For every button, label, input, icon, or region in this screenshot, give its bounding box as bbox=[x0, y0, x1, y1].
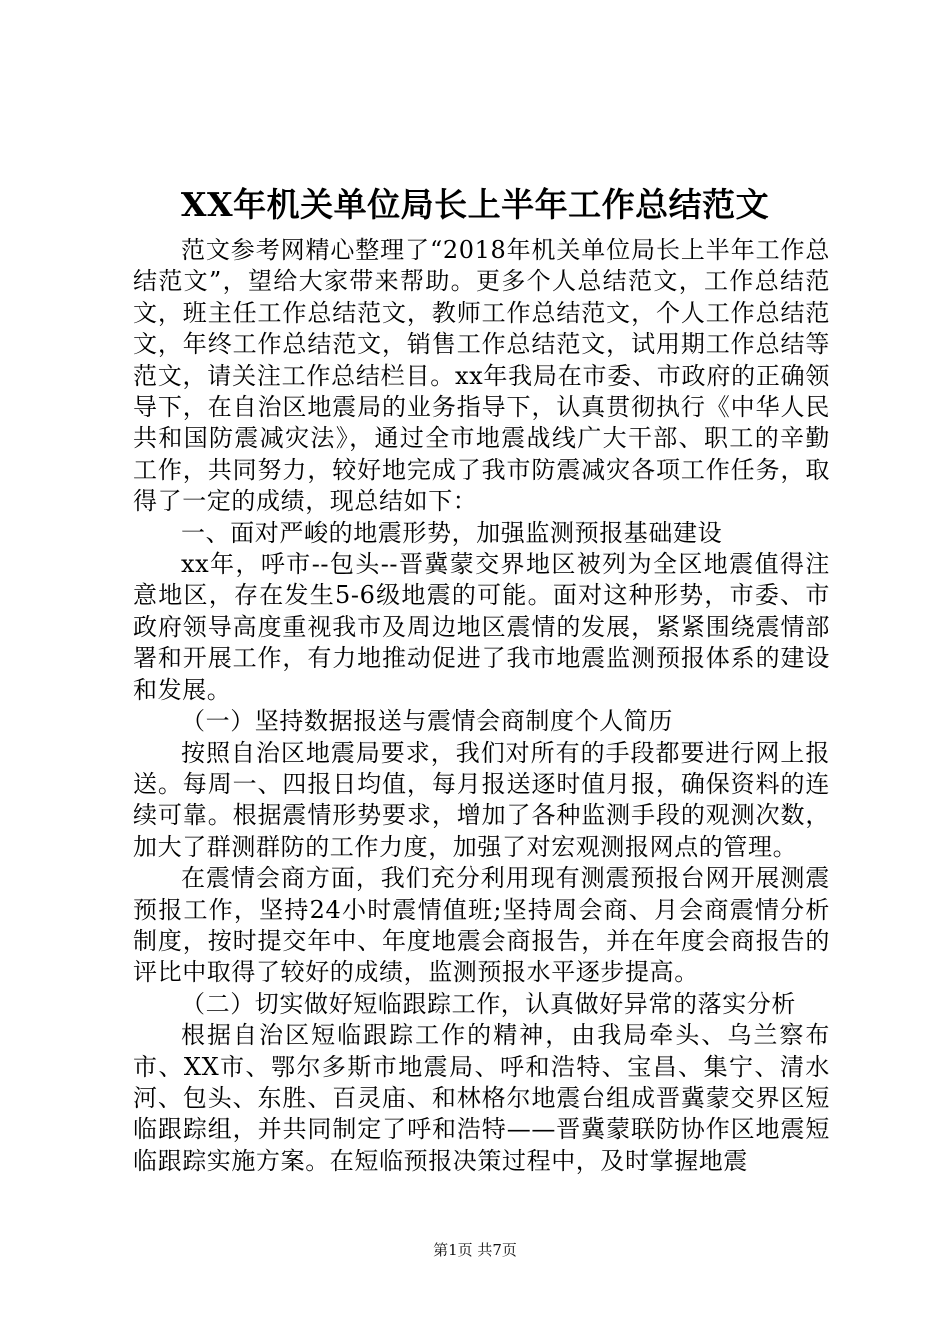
intro-paragraph: 范文参考网精心整理了“2018年机关单位局长上半年工作总结范文”，望给大家带来帮助。更多个人总结范文，工作总结范文，班主任工作总结范文，教师工作总结范文，个人工作总结范文，年终工作总结范文，销售工作总结范文，试用期工作总结等范文，请关注工作总结栏目。xx年我局在市委、市政府的正确领导下，在自治区地震局的业务指导下，认真贯彻执行《中华人民共和国防震减灾法》，通过全市地震战线广大干部、职工的辛勤工作，共同努力，较好地完成了我市防震减灾各项工作任务，取得了一定的成绩，现总结如下： bbox=[133, 236, 830, 516]
section-1-paragraph: xx年，呼市--包头--晋冀蒙交界地区被列为全区地震值得注意地区，存在发生5-6级地震的可能。面对这种形势，市委、市政府领导高度重视我市及周边地区震情的发展，紧紧围绕震情部署和开展工作，有力地推动促进了我市地震监测预报体系的建设和发展。 bbox=[133, 550, 830, 704]
page-number-footer: 第1页 共7页 bbox=[433, 1241, 517, 1259]
section-heading-1: 一、面对严峻的地震形势，加强监测预报基础建设 bbox=[181, 518, 723, 547]
subsection-heading-1: （一）坚持数据报送与震情会商制度个人简历 bbox=[181, 707, 673, 736]
document-title: XX年机关单位局长上半年工作总结范文 bbox=[180, 185, 770, 224]
subsection-2-paragraph: 根据自治区短临跟踪工作的精神，由我局牵头、乌兰察布市、XX市、鄂尔多斯市地震局、呼和浩特、宝昌、集宁、清水河、包头、东胜、百灵庙、和林格尔地震台组成晋冀蒙交界区短临跟踪组，并共同制定了呼和浩特——晋冀蒙联防协作区地震短临跟踪实施方案。在短临预报决策过程中，及时掌握地震 bbox=[133, 1021, 830, 1175]
document-body bbox=[133, 235, 830, 1177]
subsection-1-paragraph-1: 按照自治区地震局要求，我们对所有的手段都要进行网上报送。每周一、四报日均值，每月报送逐时值月报，确保资料的连续可靠。根据震情形势要求，增加了各种监测手段的观测次数，加大了群测群防的工作力度，加强了对宏观测报网点的管理。 bbox=[133, 738, 830, 861]
subsection-1-paragraph-2: 在震情会商方面，我们充分利用现有测震预报台网开展测震预报工作，坚持24小时震情值班;坚持周会商、月会商震情分析制度，按时提交年中、年度地震会商报告，并在年度会商报告的评比中取得了较好的成绩，监测预报水平逐步提高。 bbox=[133, 864, 830, 987]
subsection-heading-2: （二）切实做好短临跟踪工作，认真做好异常的落实分析 bbox=[181, 989, 796, 1018]
